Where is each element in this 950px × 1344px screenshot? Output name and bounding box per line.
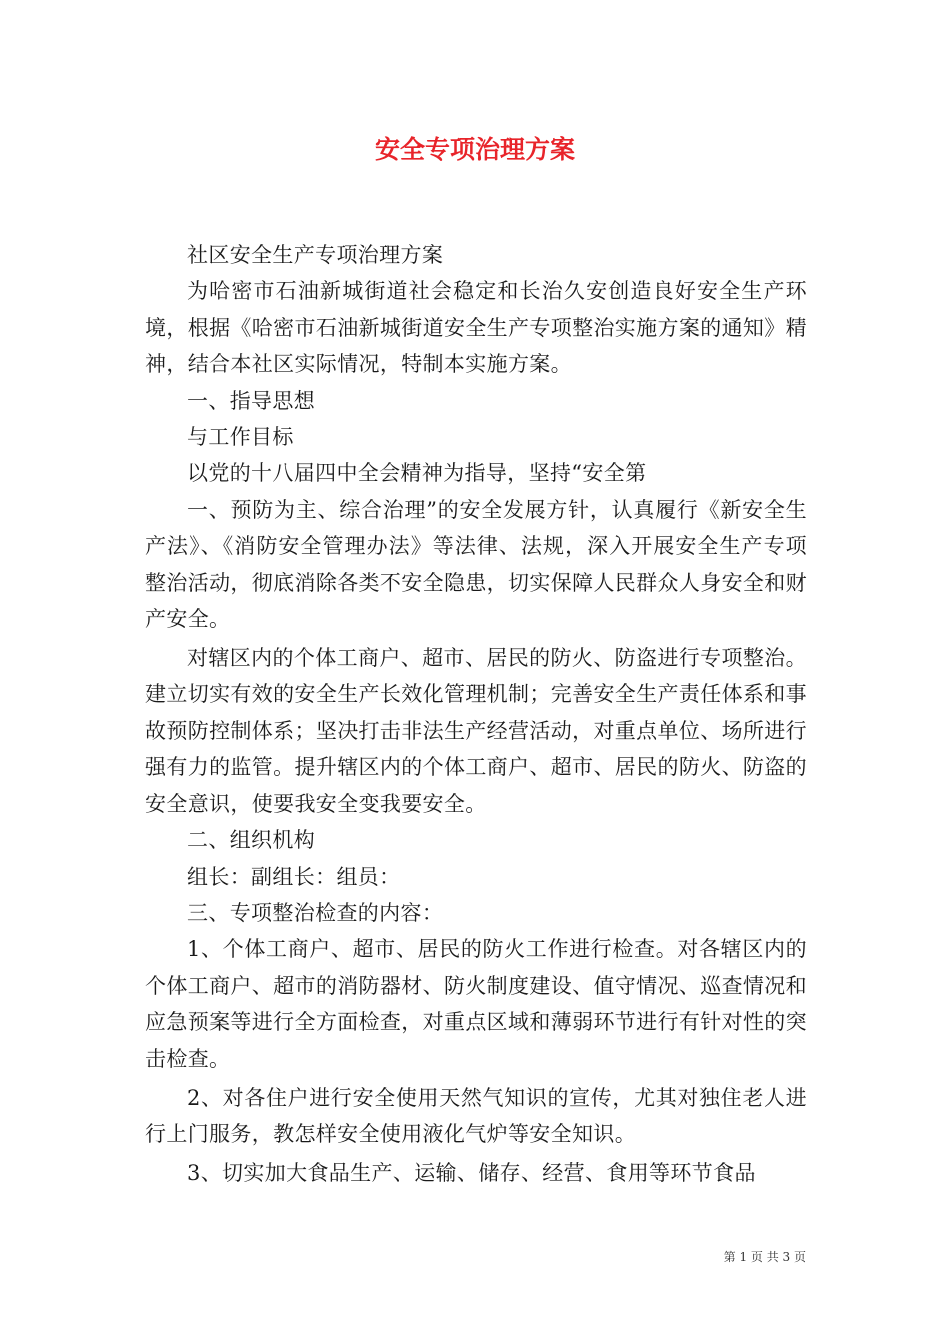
paragraph: 一、预防为主、综合治理”的安全发展方针，认真履行《新安全生产法》、《消防安全管理办法》等法律、法规，深入开展安全生产专项整治活动，彻底消除各类不安全隐患，切实保障人民群众人身安全和财产安全。 — [145, 497, 807, 632]
section-heading: 二、组织机构 — [187, 828, 316, 853]
paragraph: 1、个体工商户、超市、居民的防火工作进行检查。对各辖区内的个体工商户、超市的消防器材、防火制度建设、值守情况、巡查情况和应急预案等进行全方面检查，对重点区域和薄弱环节进行有针对性的突击检查。 — [145, 937, 807, 1071]
document-body — [145, 237, 807, 1191]
paragraph: 组长：副组长：组员： — [187, 864, 401, 889]
page-number: 第 1 页 共 3 页 — [723, 1250, 806, 1264]
paragraph: 与工作目标 — [187, 425, 294, 450]
paragraph: 对辖区内的个体工商户、超市、居民的防火、防盗进行专项整治。建立切实有效的安全生产长效化管理机制；完善安全生产责任体系和事故预防控制体系；坚决打击非法生产经营活动，对重点单位、场所进行强有力的监管。提升辖区内的个体工商户、超市、居民的防火、防盗的安全意识，使要我安全变我要安全。 — [145, 646, 807, 816]
paragraph: 3、切实加大食品生产、运输、储存、经营、食用等环节食品 — [187, 1160, 756, 1185]
paragraph: 为哈密市石油新城街道社会稳定和长治久安创造良好安全生产环境，根据《哈密市石油新城街道安全生产专项整治实施方案的通知》精神，结合本社区实际情况，特制本实施方案。 — [145, 279, 807, 377]
paragraph: 2、对各住户进行安全使用天然气知识的宣传，尤其对独住老人进行上门服务，教怎样安全使用液化气炉等安全知识。 — [145, 1085, 807, 1146]
section-heading: 三、专项整治检查的内容： — [187, 900, 444, 925]
paragraph: 社区安全生产专项治理方案 — [187, 243, 444, 267]
section-heading: 一、指导思想 — [187, 388, 316, 413]
paragraph: 以党的十八届四中全会精神为指导，坚持“安全第 — [187, 461, 647, 486]
page-title: 安全专项治理方案 — [374, 135, 575, 164]
